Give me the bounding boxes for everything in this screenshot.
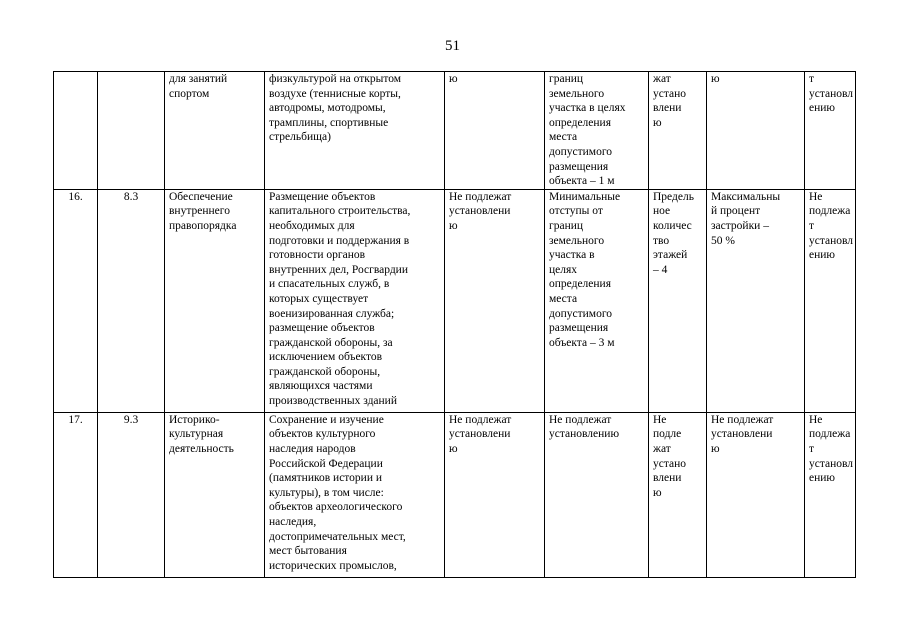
table-row <box>54 72 856 190</box>
setbacks-cell: Минимальные отступы от границ земельного участка в целях определения места допустимого размещения объекта – 3 м <box>545 189 649 412</box>
plot-size-cell: ю <box>445 72 545 190</box>
other-params-cell: Не подлежа т установл ению <box>805 412 856 577</box>
use-description-cell: Сохранение и изучение объектов культурного наследия народов Российской Федерации (памятников истории и культуры), в том числе: объектов археологического наследия, достопримечательных мест, мест бытования исторических промыслов, <box>265 412 445 577</box>
table-row <box>54 412 856 577</box>
floors-cell: Не подле жат устано влени ю <box>649 412 707 577</box>
use-description-cell: Размещение объектов капитального строительства, необходимых для подготовки и поддержания в готовности органов внутренних дел, Росгвардии и спасательных служб, в которых существует военизированная служба; размещение объектов гражданской обороны, за исключением объектов гражданской обороны, являющихся частями производственных зданий <box>265 189 445 412</box>
coverage-cell: ю <box>707 72 805 190</box>
other-params-cell: т установл ению <box>805 72 856 190</box>
coverage-cell: Максимальны й процент застройки – 50 % <box>707 189 805 412</box>
plot-size-cell: Не подлежат установлени ю <box>445 189 545 412</box>
use-code-cell: 9.3 <box>98 412 165 577</box>
use-name-cell: Историко- культурная деятельность <box>165 412 265 577</box>
other-params-cell: Не подлежа т установл ению <box>805 189 856 412</box>
floors-cell: Предель ное количес тво этажей – 4 <box>649 189 707 412</box>
table-row <box>54 189 856 412</box>
use-code-cell <box>98 72 165 190</box>
row-number-cell: 17. <box>54 412 98 577</box>
setbacks-cell: Не подлежат установлению <box>545 412 649 577</box>
use-description-cell: физкультурой на открытом воздухе (теннисные корты, автодромы, мотодромы, трамплины, спортивные стрельбища) <box>265 72 445 190</box>
plot-size-cell: Не подлежат установлени ю <box>445 412 545 577</box>
setbacks-cell: границ земельного участка в целях определения места допустимого размещения объекта – 1 м <box>545 72 649 190</box>
row-number-cell: 16. <box>54 189 98 412</box>
floors-cell: жат устано влени ю <box>649 72 707 190</box>
regulations-table <box>53 71 856 578</box>
use-code-cell: 8.3 <box>98 189 165 412</box>
row-number-cell <box>54 72 98 190</box>
coverage-cell: Не подлежат установлени ю <box>707 412 805 577</box>
use-name-cell: для занятий спортом <box>165 72 265 190</box>
page-number: 51 <box>445 38 460 54</box>
use-name-cell: Обеспечение внутреннего правопорядка <box>165 189 265 412</box>
